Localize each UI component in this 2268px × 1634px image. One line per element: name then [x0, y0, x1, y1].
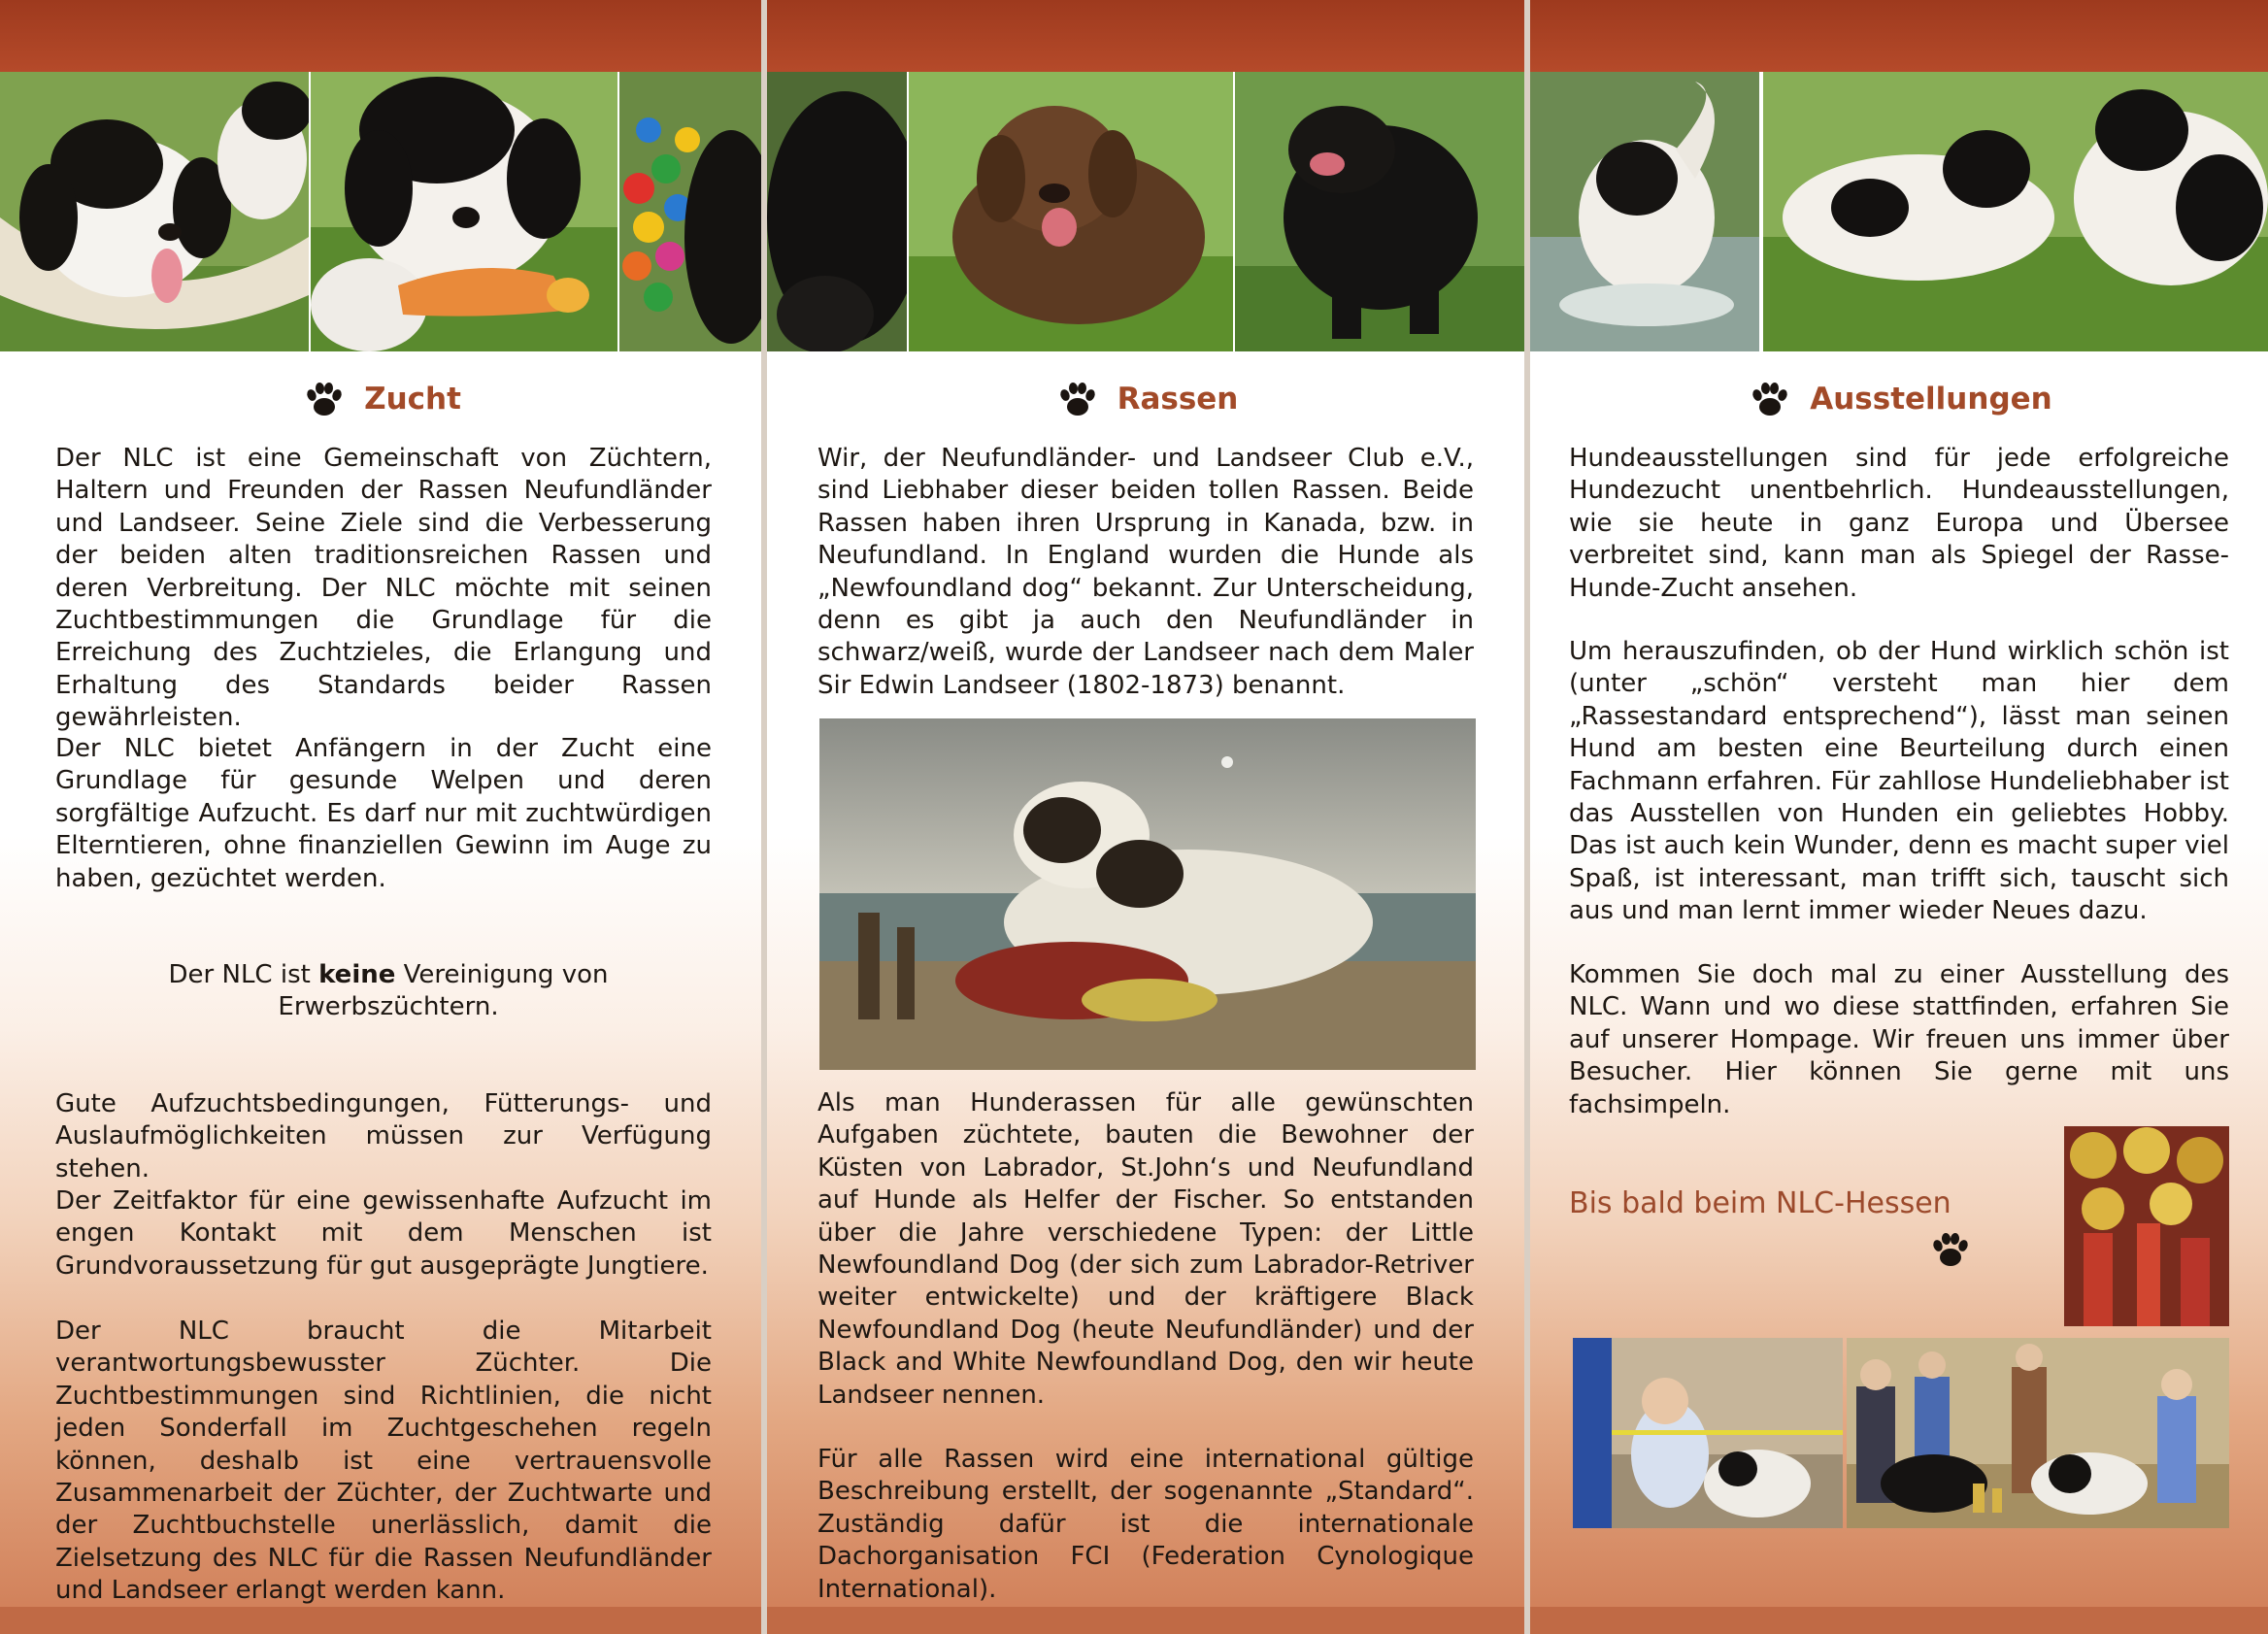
panel-zucht: [0, 0, 761, 1634]
ausstellungen-title: Ausstellungen: [1810, 382, 2052, 417]
ausstellungen-paragraph-1: Hundeausstellungen sind für jede erfolgreiche Hundezucht unentbehrlich. Hundeausstellungen, wie sie heute in ganz Europa und Übersee verbreitet sind, kann man als Spiegel der Rasse-Hunde-Zucht ansehen.: [1569, 444, 2229, 603]
top-band: [1530, 0, 2268, 72]
photo-puppy-balls: [619, 72, 761, 351]
paw-icon: [300, 375, 349, 423]
top-band: [0, 0, 761, 72]
photo-brown-newfoundland: [909, 72, 1233, 351]
rassen-paragraph-2: Als man Hunderassen für alle gewünschten Aufgaben züchtete, bauten die Bewohner der Küsten von Labrador, St.John‘s und Neufundland auf Hunde als Helfer der Fischer. So entstanden über die Jahre verschiedene Typen: der Little Newfoundland Dog (der sich zum Labrador-Retriver weiter entwickelte) und der kräftigere Black Newfoundland Dog (heute Neufundländer) und der Black and White Newfoundland Dog, den wir heute Landseer nennen.: [817, 1088, 1474, 1410]
ausstellungen-heading: [1530, 375, 2268, 423]
rassen-paragraph-3: Für alle Rassen wird eine international gültige Beschreibung erstellt, der sogenannte „Standard“. Zuständig dafür ist die internationale Dachorganisation FCI (Federation Cynologique International).: [817, 1445, 1474, 1604]
zucht-paragraph-2: Der NLC bietet Anfängern in der Zucht eine Grundlage für gesunde Welpen und deren sorgfältige Aufzucht. Es darf nur mit zuchtwürdigen Elterntieren, ohne finanziellen Gewinn im Auge zu haben, gezüchtet werden.: [55, 734, 712, 893]
photo-show-winners: [1847, 1338, 2229, 1528]
photo-show-ring: [1573, 1338, 1843, 1528]
photo-landseer-water: [1530, 72, 1759, 351]
zucht-paragraph-5: Der NLC braucht die Mitarbeit verantwortungsbewusster Züchter. Die Zuchtbestimmungen sind Richtlinien, die nicht jeden Sonderfall im Zuchtgeschehen regeln können, deshalb ist eine vertrauensvolle Zusammenarbeit der Züchter, der Zuchtwarte und der Zuchtbuchstelle unerlässlich, damit die Zielsetzung des NLC für die Rassen Neufundländer und Landseer erlangt werden kann.: [55, 1317, 712, 1606]
paw-icon: [1926, 1225, 1975, 1274]
zucht-note: [136, 959, 641, 1024]
zucht-paragraph-3: Gute Aufzuchtsbedingungen, Fütterungs- und Auslaufmöglichkeiten müssen zur Verfügung stehen.: [55, 1089, 712, 1184]
photo-trophies: [2064, 1126, 2229, 1326]
photo-landseer-pair: [1763, 72, 2268, 351]
rassen-paragraph-1: Wir, der Neufundländer- und Landseer Club e.V., sind Liebhaber dieser beiden tollen Rassen. Beide Rassen haben ihren Ursprung in Kanada, bzw. in Neufundland. In England wurden die Hunde als „Newfoundland dog“ bekannt. Zur Unterscheidung, denn es gibt ja auch den Neufundländer in schwarz/weiß, wurde der Landseer nach dem Maler Sir Edwin Landseer (1802-1873) benannt.: [817, 444, 1474, 700]
photo-black-newfoundland-running: [1235, 72, 1524, 351]
zucht-note-end: Vereinigung von Erwerbszüchtern.: [278, 960, 609, 1022]
bottom-strip: [0, 1607, 761, 1634]
photo-puppy-hammock: [0, 72, 309, 351]
panel-rassen: [767, 0, 1524, 1634]
ausstellungen-paragraph-3: Kommen Sie doch mal zu einer Ausstellung des NLC. Wann und wo diese stattfinden, erfahren Sie auf unserer Hompage. Wir freuen uns immer über Besucher. Hier können Sie gerne mit uns fachsimpeln.: [1569, 960, 2229, 1119]
rassen-title: Rassen: [1117, 382, 1239, 417]
zucht-heading: [0, 375, 761, 423]
rassen-heading: [767, 375, 1524, 423]
zucht-paragraph-4: Der Zeitfaktor für eine gewissenhafte Aufzucht im engen Kontakt mit dem Menschen ist Grundvoraussetzung für gut ausgeprägte Jungtiere.: [55, 1186, 712, 1281]
paw-icon: [1746, 375, 1794, 423]
photo-black-puppy: [767, 72, 907, 351]
panel-ausstellungen: [1530, 0, 2268, 1634]
zucht-paragraph-1: Der NLC ist eine Gemeinschaft von Züchtern, Haltern und Freunden der Rassen Neufundländer und Landseer. Seine Ziele sind die Verbesserung der beiden alten traditionsreichen Rassen und deren Verbreitung. Der NLC möchte mit seinen Zuchtbestimmungen die Grundlage für die Erreichung des Zuchtzieles, die Erlangung und Erhaltung des Standards beider Rassen gewährleisten.: [55, 444, 712, 733]
zucht-note-start: Der NLC ist: [168, 960, 319, 989]
bottom-strip: [1530, 1607, 2268, 1634]
closing-line: Bis bald beim NLC-Hessen: [1569, 1186, 1951, 1220]
zucht-note-emphasis: keine: [318, 960, 396, 989]
top-band: [767, 0, 1524, 72]
ausstellungen-paragraph-2: Um herauszufinden, ob der Hund wirklich schön ist (unter „schön“ versteht man hier dem „Rassestandard entsprechend“), lässt man seinen Hund am besten eine Beurteilung durch einen Fachmann erfahren. Für zahllose Hundeliebhaber ist das Ausstellen von Hunden ein geliebtes Hobby. Das ist auch kein Wunder, denn es macht super viel Spaß, ist interessant, man trifft sich, tauscht sich aus und man lernt immer wieder Neues dazu.: [1569, 637, 2229, 926]
bottom-strip: [767, 1607, 1524, 1634]
painting-landseer-rescue: [819, 718, 1476, 1070]
zucht-title: Zucht: [364, 382, 461, 417]
photo-puppies-toy: [311, 72, 617, 351]
paw-icon: [1053, 375, 1102, 423]
